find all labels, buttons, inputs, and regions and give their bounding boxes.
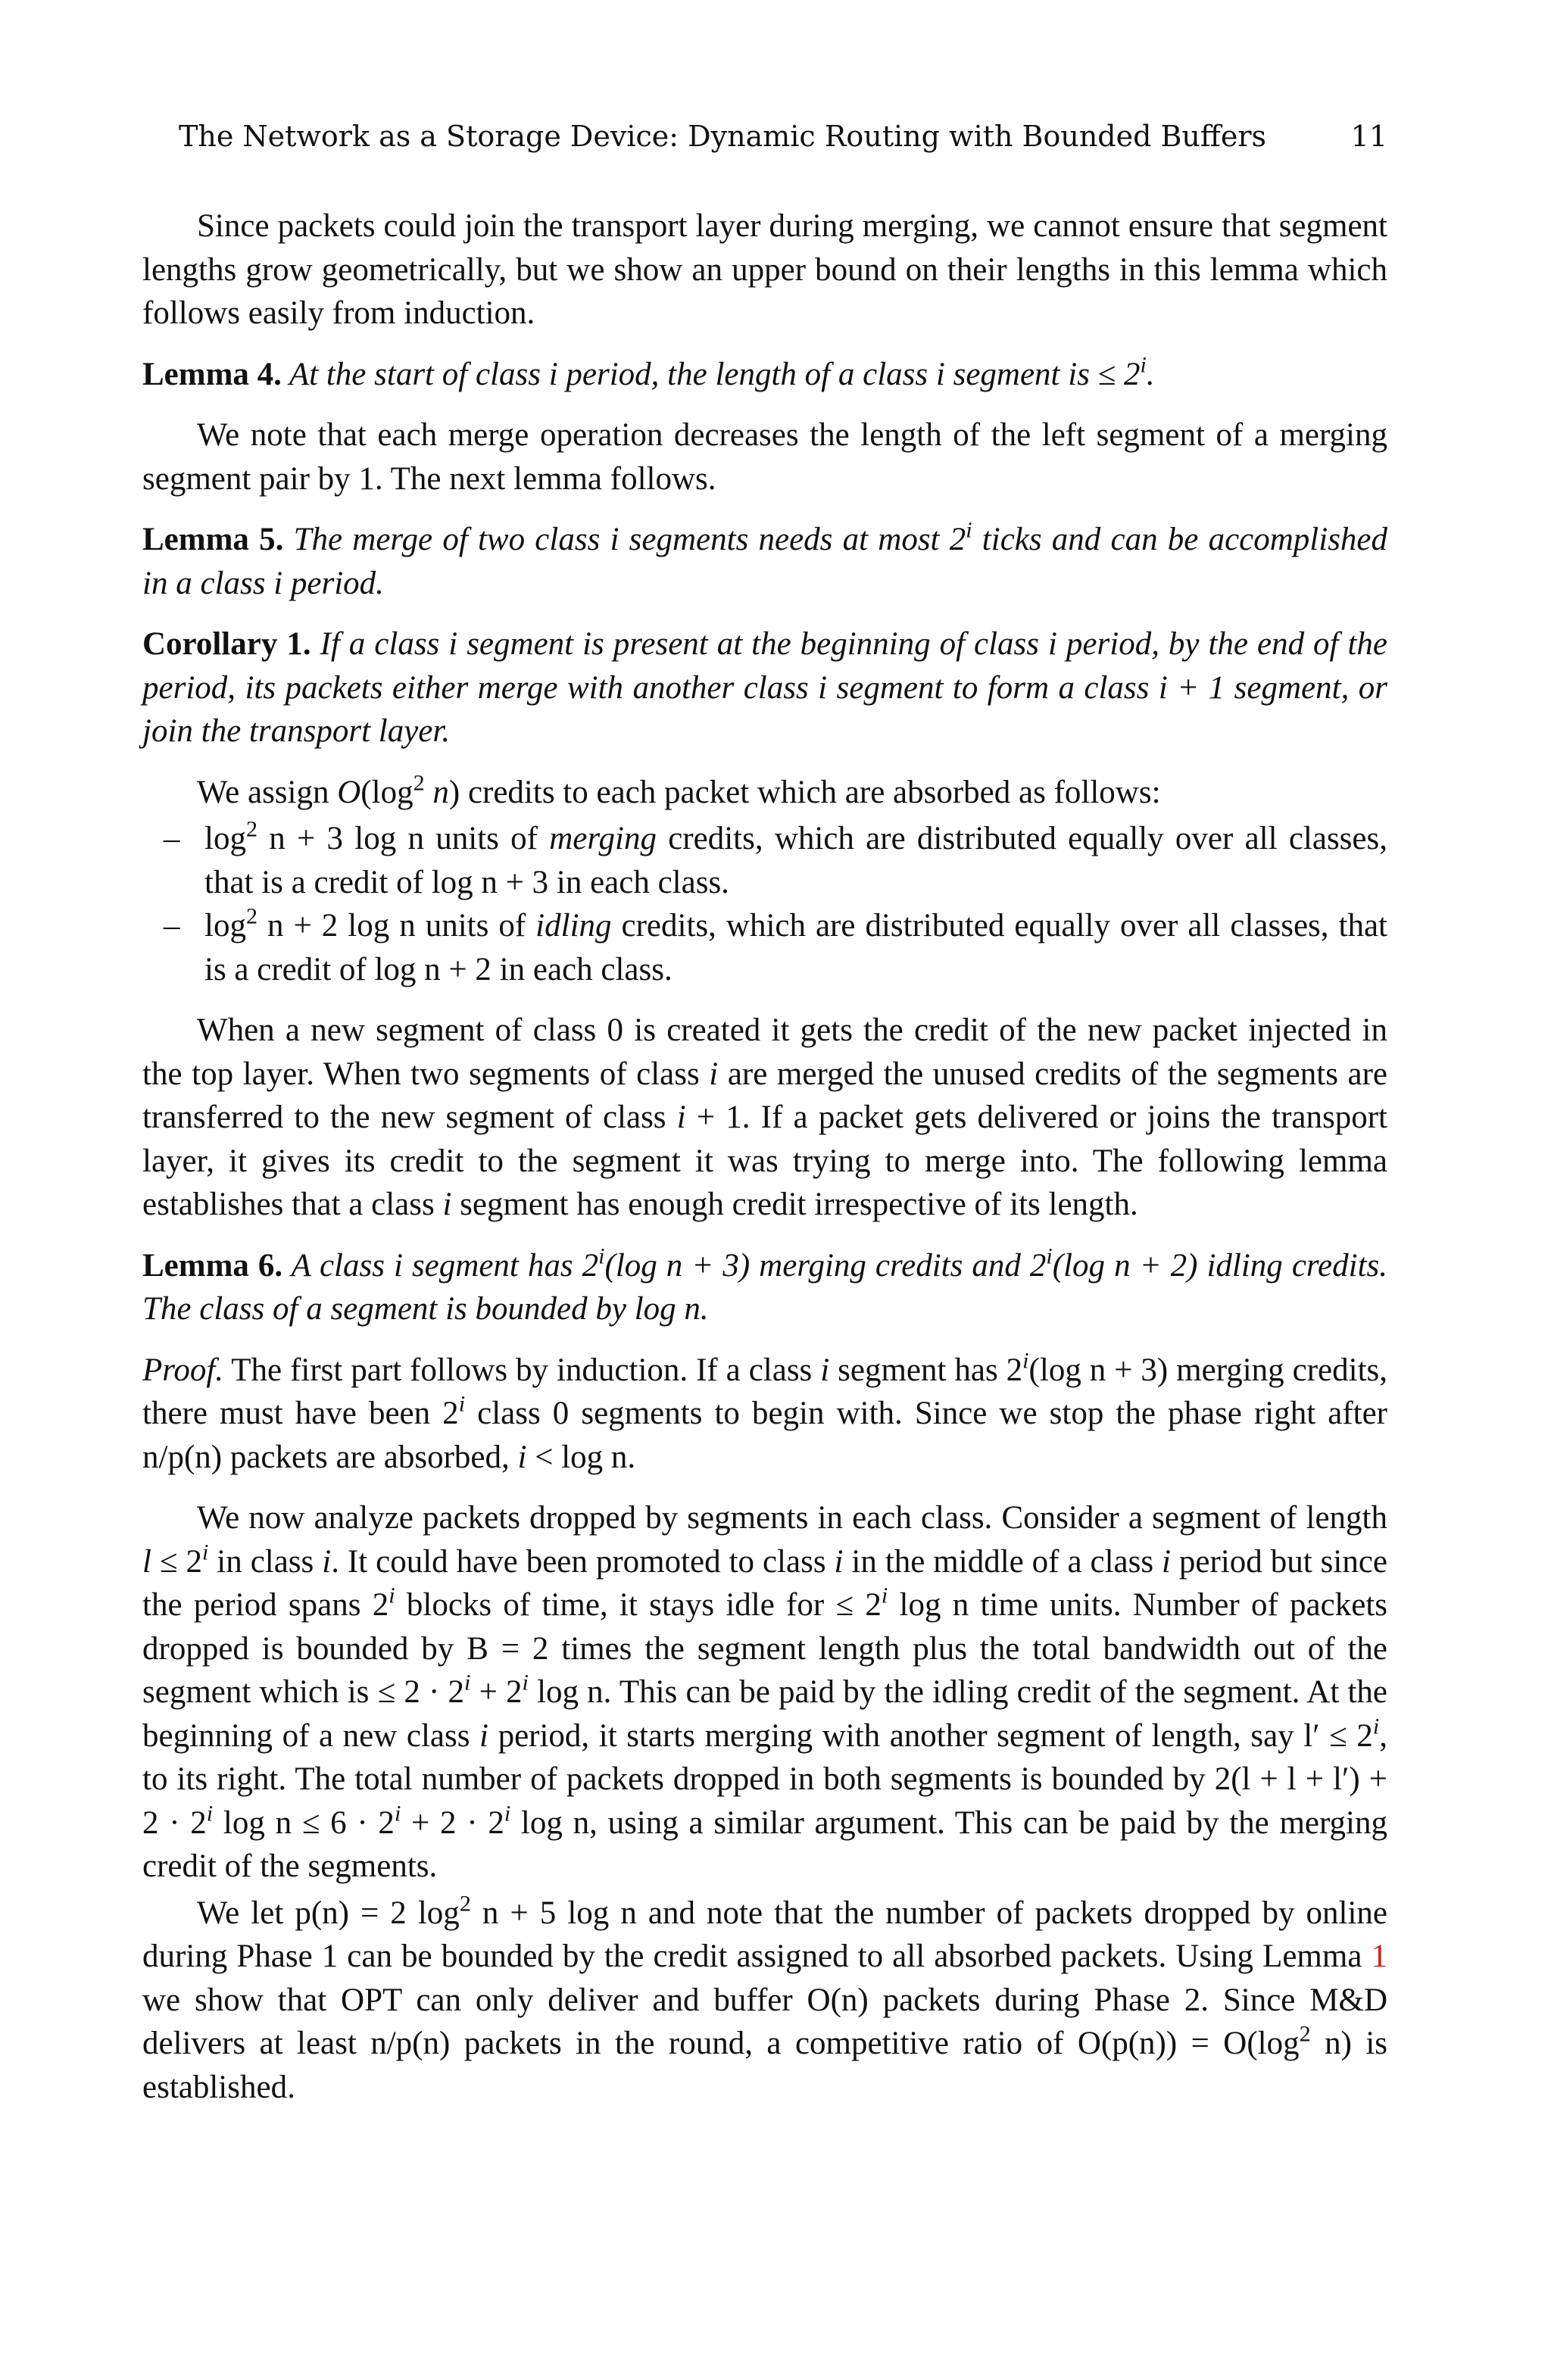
list-item-merging: – $\log^2 n + 3$ log n units of merging credits, which are distributed equally over all classes, that is a credit of log n + 3 in each class. — [164, 816, 1387, 900]
corollary-1: Corollary 1. If a class i segment is present at the beginning of class i period, by the end of the period, its packets either merge with another class i segment to form a class i + 1 segment, or join the transport layer. — [142, 626, 1388, 749]
lemma-label: Lemma 6. — [142, 1247, 283, 1284]
lemma-5: Lemma 5. The merge of two class i segments needs at most 2$^i$ ticks and can be accomplished in a class i period. — [142, 516, 1388, 601]
running-header — [179, 114, 1387, 159]
paragraph-merge-note: We note that each merge operation decreases the length of the left segment of a merging segment pair by 1. The next lemma follows. — [142, 417, 1387, 497]
paragraph-segment-credit: When a new segment of class 0 is created it gets the credit of the new packet injected in the top layer. When two segments of class i are merged the unused credits of the segments are transferred to the new segment of class i + 1. If a packet gets delivered or joins the transport layer, it gives its credit to the segment it was trying to merge into. The following lemma establishes that a class i segment has enough credit irrespective of its length. — [142, 1012, 1387, 1222]
running-title: The Network as a Storage Device: Dynamic Routing with Bounded Buffers — [179, 120, 1267, 153]
page-number: 11 — [1350, 120, 1387, 153]
paragraph-competitive-ratio: We let p(n) = 2 $\log^2 n + 5$ log n and note that the number of packets dropped by online during Phase 1 can be bounded by the credit assigned to all absorbed packets. Using Lemma 1 we show that OPT can only deliver and buffer O(n) packets during Phase 2. Since M&D delivers at least n/p(n) packets in the round, a competitive ratio of $O(p(n)) = O(\log^2$ n) is established. — [142, 1889, 1387, 2105]
lemma-4: Lemma 4. At the start of class i period, the length of a class i segment is ≤ $2^i$. — [142, 351, 1155, 392]
lemma-reference-link[interactable]: 1 — [1371, 1939, 1387, 1974]
lemma-label: Lemma 4. — [142, 356, 282, 392]
credit-list — [142, 817, 1387, 991]
lemma-6: Lemma 6. A class i segment has 2$^i$(log n + 3) merging credits and 2$^i$(log n + 2) idling credits. The class of a segment is bounded by log n. — [142, 1242, 1388, 1327]
paragraph-credits: We assign $O(\log^2$ n) credits to each packet which are absorbed as follows: — [197, 769, 1161, 810]
proof: Proof. The first part follows by induction. If a class i segment has 2$^i$(log n + 3) merging credits, there must have been 2$^i$ class 0 segments to begin with. Since we stop the phase right after n/p(n) packets are absorbed, i < log n. — [142, 1346, 1387, 1475]
paragraph-dropped-packets: We now analyze packets dropped by segments in each class. Consider a segment of length $l \le 2^i$ in class i. It could have been promoted to class i in the middle of a class i period but since the period spans 2$^i$ blocks of time, it stays idle for ≤ $2^i$ log n time units. Number of packets dropped is bounded by B = 2 times the segment length plus the total bandwidth out of the segment which is ≤ $2 \cdot 2^i + 2^i$ log n. This can be paid by the idling credit of the segment. At the beginning of a new class i period, it starts merging with another segment of length, say $l' \le 2^i$, to its right. The total number of packets dropped in both segments is bounded by $2(l + l + l') + 2 \cdot 2^i$ $\log n \le 6 \cdot 2^i + 2 \cdot 2^i$ log n, using a similar argument. This can be paid by the merging credit of the segments. — [142, 1500, 1387, 1884]
proof-label: Proof. — [142, 1352, 224, 1388]
corollary-label: Corollary 1. — [142, 626, 311, 662]
body-text — [142, 204, 1387, 2126]
paragraph-intro: Since packets could join the transport layer during merging, we cannot ensure that segment lengths grow geometrically, but we show an upper bound on their lengths in this lemma which follows easily from induction. — [142, 208, 1387, 331]
list-item-idling: – $\log^2 n + 2$ log n units of idling credits, which are distributed equally over all classes, that is a credit of log n + 2 in each class. — [164, 903, 1387, 987]
lemma-label: Lemma 5. — [142, 522, 284, 557]
